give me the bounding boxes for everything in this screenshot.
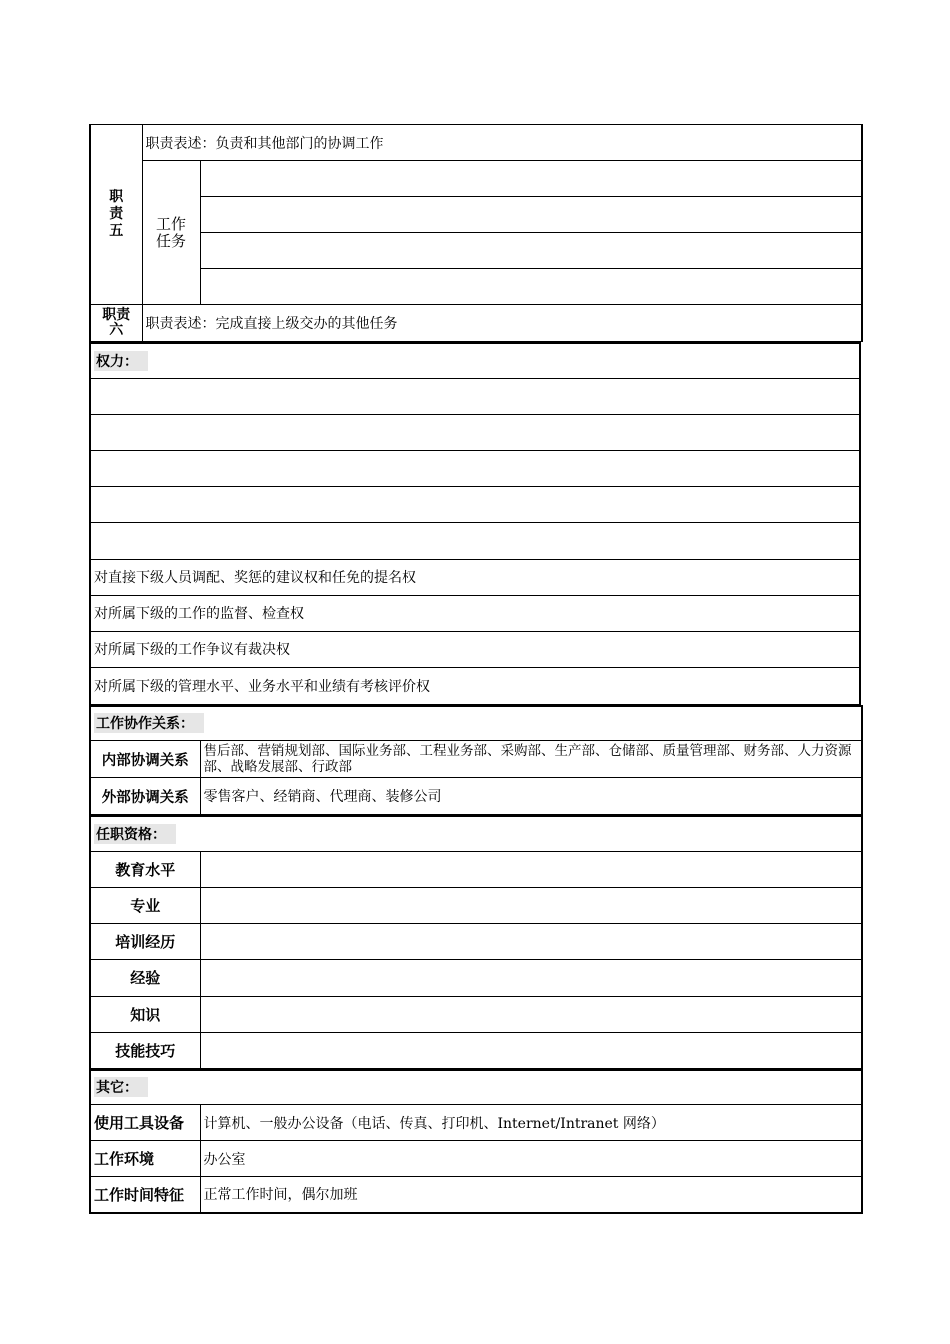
qualification-row (90, 851, 862, 887)
qualification-row (90, 887, 862, 923)
power-item-4: 对所属下级的管理水平、业务水平和业绩有考核评价权 (90, 667, 860, 704)
tools-value: 计算机、一般办公设备（电话、传真、打印机、Internet/Intranet 网络） (200, 1105, 862, 1141)
education-label: 教育水平 (90, 851, 200, 887)
other-row (90, 1141, 862, 1177)
duty5-task-1 (200, 161, 862, 197)
tools-label: 使用工具设备 (90, 1105, 200, 1141)
qualification-row (90, 923, 862, 959)
duty6-description: 职责表述：完成直接上级交办的其他任务 (142, 305, 862, 342)
other-row (90, 1177, 862, 1213)
skills-label: 技能技巧 (90, 1032, 200, 1068)
duty5-task-4 (200, 269, 862, 305)
qualifications-header-row (90, 816, 862, 851)
power-header-row (90, 343, 860, 378)
duty-table (89, 124, 863, 342)
external-relations-row (90, 778, 862, 815)
duty5-description: 职责表述：负责和其他部门的协调工作 (142, 125, 862, 161)
power-blank-4 (90, 486, 860, 522)
external-relations-label: 外部协调关系 (90, 778, 200, 815)
major-label: 专业 (90, 887, 200, 923)
duty5-task-row (90, 161, 862, 197)
internal-relations-label: 内部协调关系 (90, 741, 200, 778)
relations-header-row (90, 706, 862, 741)
relations-table (89, 705, 863, 816)
power-table (89, 342, 861, 705)
job-description-form (89, 124, 861, 1214)
duty5-label: 职 责 五 (90, 125, 142, 305)
duty5-task-3 (200, 233, 862, 269)
environment-value: 办公室 (200, 1141, 862, 1177)
training-label: 培训经历 (90, 923, 200, 959)
knowledge-value (200, 996, 862, 1032)
duty6-row (90, 305, 862, 342)
power-item-2: 对所属下级的工作的监督、检查权 (90, 595, 860, 631)
environment-label: 工作环境 (90, 1141, 200, 1177)
other-header-row (90, 1070, 862, 1105)
qualifications-table (89, 815, 863, 1069)
experience-value (200, 959, 862, 996)
external-relations-value: 零售客户、经销商、代理商、装修公司 (200, 778, 862, 815)
relations-header: 工作协作关系： (94, 713, 204, 733)
duty6-label: 职责 六 (90, 305, 142, 342)
qualification-row (90, 1032, 862, 1068)
power-blank-2 (90, 414, 860, 450)
power-blank-1 (90, 378, 860, 414)
duty5-task-2 (200, 197, 862, 233)
power-item-3: 对所属下级的工作争议有裁决权 (90, 631, 860, 667)
power-blank-3 (90, 450, 860, 486)
qualifications-header: 任职资格： (94, 824, 176, 844)
other-row (90, 1105, 862, 1141)
other-table (89, 1069, 863, 1214)
other-header: 其它： (94, 1077, 148, 1097)
internal-relations-value: 售后部、营销规划部、国际业务部、工程业务部、采购部、生产部、仓储部、质量管理部、财务部、人力资源部、战略发展部、行政部 (200, 741, 862, 778)
skills-value (200, 1032, 862, 1068)
work-time-label: 工作时间特征 (90, 1177, 200, 1213)
work-time-value: 正常工作时间，偶尔加班 (200, 1177, 862, 1213)
knowledge-label: 知识 (90, 996, 200, 1032)
qualification-row (90, 996, 862, 1032)
power-header: 权力： (94, 351, 148, 371)
qualification-row (90, 959, 862, 996)
internal-relations-row (90, 741, 862, 778)
major-value (200, 887, 862, 923)
power-item-1: 对直接下级人员调配、奖惩的建议权和任免的提名权 (90, 559, 860, 595)
experience-label: 经验 (90, 959, 200, 996)
training-value (200, 923, 862, 959)
duty5-task-label: 工作任务 (142, 161, 200, 305)
duty5-description-row (90, 125, 862, 161)
power-blank-5 (90, 522, 860, 559)
education-value (200, 851, 862, 887)
